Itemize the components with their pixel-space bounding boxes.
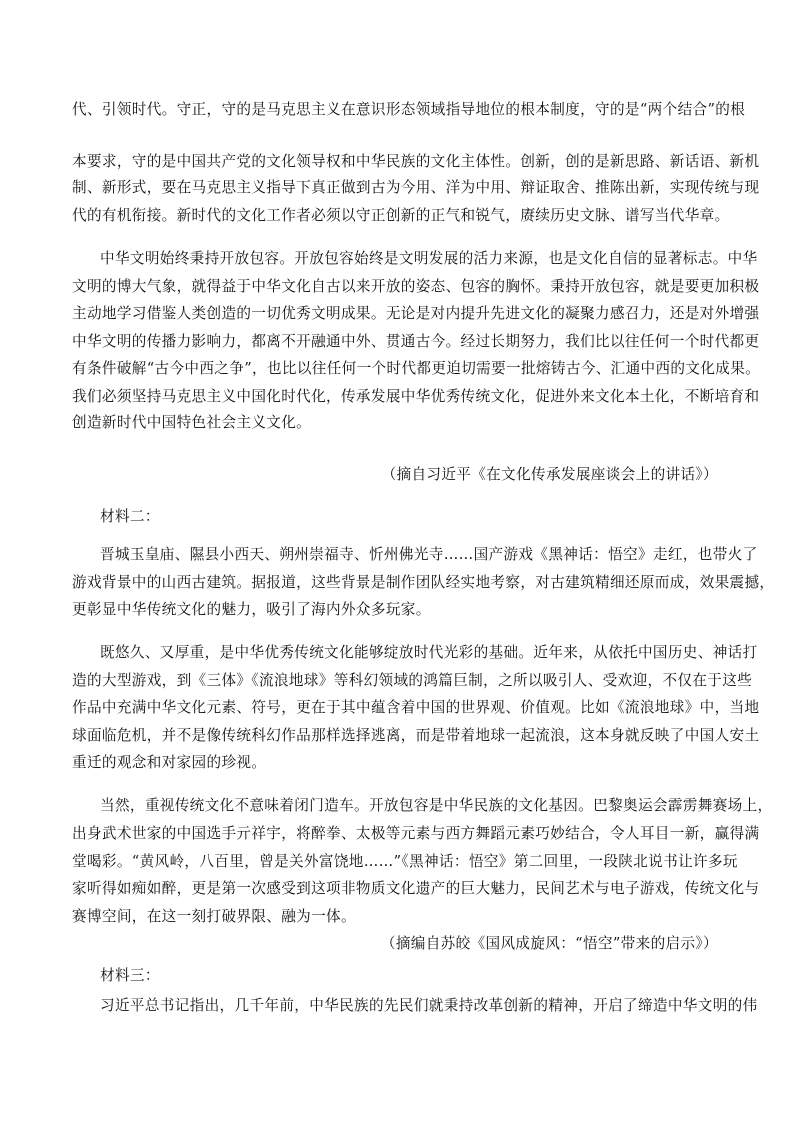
paragraph-line: 中华文明的传播力影响力，都离不开融通中外、贯通古今。经过长期努力，我们比以往任何一个时代都更 — [72, 333, 760, 350]
paragraph-line: 本要求，守的是中国共产党的文化领导权和中华民族的文化主体性。创新，创的是新思路、新话语、新机 — [72, 153, 760, 170]
paragraph-line: 有条件破解“古今中西之争”，也比以往任何一个时代都更迫切需要一批熔铸古今、汇通中西的文化成果。 — [72, 360, 761, 377]
paragraph-line: 当然，重视传统文化不意味着闭门造车。开放包容是中华民族的文化基因。巴黎奥运会霹雳舞赛场上， — [100, 797, 773, 814]
paragraph-line: 代、引领时代。守正，守的是马克思主义在意识形态领域指导地位的根本制度，守的是“两个结合”的根 — [72, 101, 746, 118]
paragraph-line: 文明的博大气象，就得益于中华文化自古以来开放的姿态、包容的胸怀。秉持开放包容，就是要更加积极 — [72, 278, 760, 295]
paragraph-line: 造的大型游戏，到《三体》《流浪地球》等科幻领域的鸿篇巨制，之所以吸引人、受欢迎，不仅在于这些 — [72, 672, 753, 689]
paragraph-line: 晋城玉皇庙、隰县小西天、朔州崇福寺、忻州佛光寺……国产游戏《黑神话：悟空》走红，也带火了 — [100, 546, 758, 563]
paragraph-line: 主动地学习借鉴人类创造的一切优秀文明成果。无论是对内提升先进文化的凝聚力感召力，还是对外增强 — [72, 305, 760, 322]
section-heading: 材料二： — [100, 508, 160, 525]
paragraph-line: 家听得如痴如醉，更是第一次感受到这项非物质文化遗产的巨大魅力，民间艺术与电子游戏，传统文化与 — [72, 880, 760, 897]
paragraph-line: 我们必须坚持马克思主义中国化时代化，传承发展中华优秀传统文化，促进外来文化本土化，不断培育和 — [72, 388, 760, 405]
paragraph-line: 游戏背景中的山西古建筑。据报道，这些背景是制作团队经实地考察，对古建筑精细还原而成，效果震撼， — [72, 574, 775, 591]
paragraph-line: 代的有机衔接。新时代的文化工作者必须以守正创新的正气和锐气，赓续历史文脉、谱写当代华章。 — [72, 207, 730, 224]
paragraph-line: 球面临危机，并不是像传统科幻作品那样选择逃离，而是带着地球一起流浪，这本身就反映了中国人安土 — [72, 727, 760, 744]
paragraph-line: 创造新时代中国特色社会主义文化。 — [72, 414, 312, 431]
paragraph-line: 既悠久、又厚重，是中华优秀传统文化能够绽放时代光彩的基础。近年来，从依托中国历史、神话打 — [100, 644, 758, 661]
paragraph-line: 更彰显中华传统文化的魅力，吸引了海内外众多玩家。 — [72, 601, 431, 618]
paragraph-line: 出身武术世家的中国选手亓祥宇，将醉拳、太极等元素与西方舞蹈元素巧妙结合，令人耳目一新，赢得满 — [72, 825, 760, 842]
source-citation: （摘自习近平《在文化传承发展座谈会上的讲话》） — [381, 466, 718, 483]
paragraph-line: 赛博空间，在这一刻打破界限、融为一体。 — [72, 908, 356, 925]
paragraph-line: 制、新形式，要在马克思主义指导下真正做到古为今用、洋为中用、辩证取舍、推陈出新，实现传统与现 — [72, 179, 760, 196]
paragraph-line: 重迁的观念和对家园的珍视。 — [72, 754, 267, 771]
section-heading: 材料三： — [100, 967, 160, 984]
source-citation: （摘编自苏皎《国风成旋风：“悟空”带来的启示》） — [380, 935, 718, 952]
paragraph-line: 习近平总书记指出，几千年前，中华民族的先民们就秉持改革创新的精神，开启了缔造中华文明的伟 — [100, 997, 758, 1014]
paragraph-line: 中华文明始终秉持开放包容。开放包容始终是文明发展的活力来源，也是文化自信的显著标志。中华 — [100, 250, 758, 267]
paragraph-line: 堂喝彩。“黄风岭，八百里，曾是关外富饶地……”《黑神话：悟空》第二回里，一段陕北说书让许多玩 — [72, 853, 738, 870]
paragraph-line: 作品中充满中华文化元素、符号，更在于其中蕴含着中国的世界观、价值观。比如《流浪地球》中，当地 — [72, 699, 760, 716]
